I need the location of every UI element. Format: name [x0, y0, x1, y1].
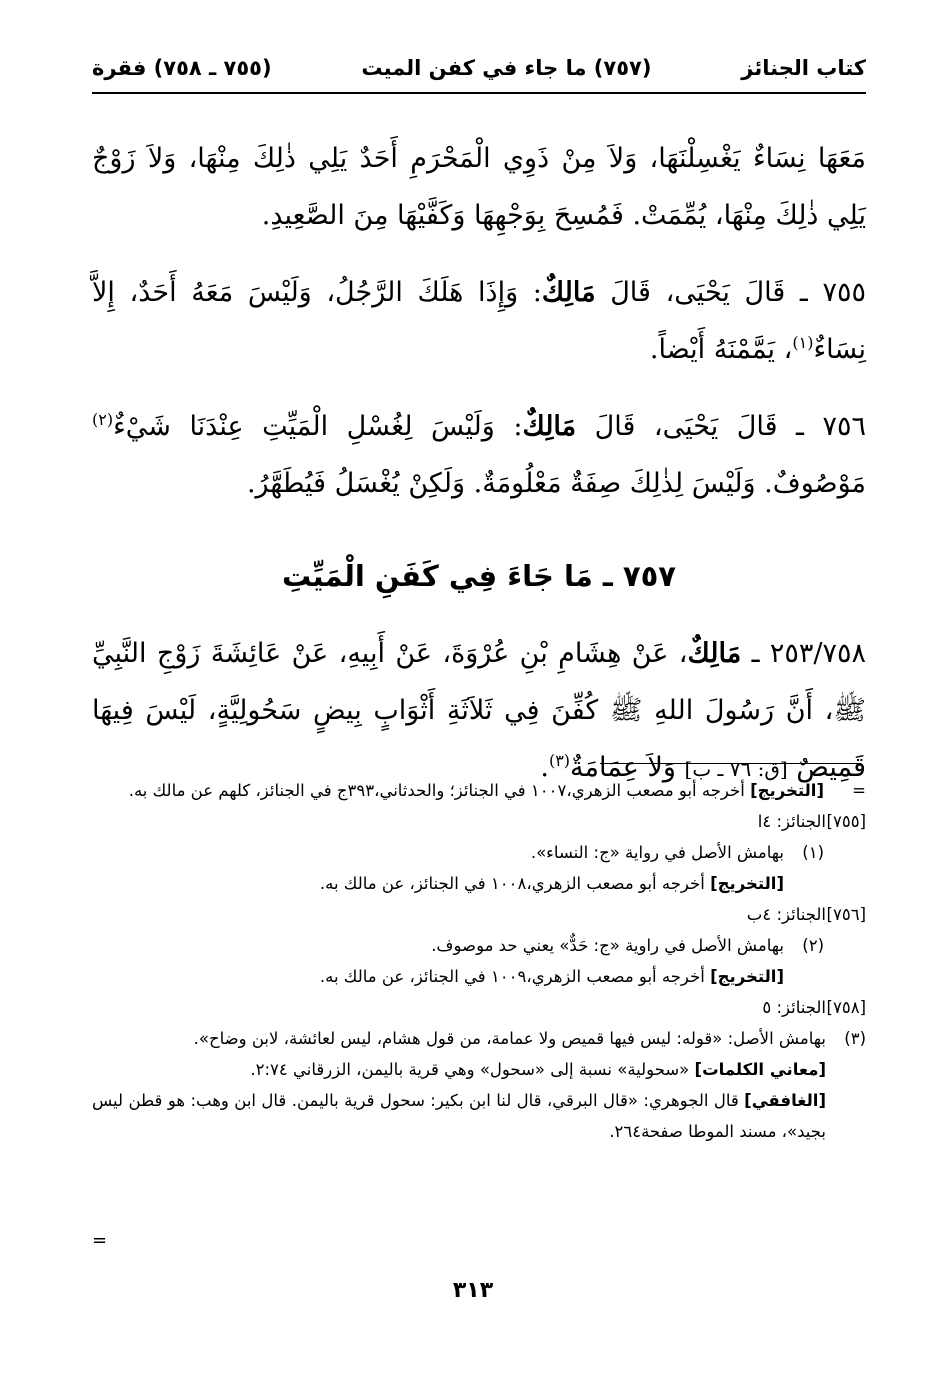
paragraph-line: مَعَهَا نِسَاءٌ يَغْسِلْنَهَا، وَلاَ مِنْ ذَوِي الْمَحْرَمِ أَحَدٌ يَلِي ذٰلِكَ مِنْهَا، وَلاَ زَوْجٌ	[92, 143, 866, 174]
narrator-name: مَالِكٌ	[522, 411, 577, 442]
footnote-ref: (٣)	[548, 751, 571, 770]
paragraph-text: : وَإِذَا هَلَكَ الرَّجُلُ، وَلَيْسَ مَعَهُ أَحَدٌ، إِلاَّ نِسَاءٌ	[92, 277, 866, 365]
ghafiqi-label: [الغافقي]	[744, 1091, 826, 1110]
footnote-number: (٣)	[844, 1029, 866, 1048]
footnote-number: (٢)	[802, 936, 824, 955]
main-text	[92, 130, 866, 806]
footnote-ref: (٢)	[92, 410, 114, 429]
paragraph-758	[92, 625, 866, 798]
footnote-ref-755	[92, 806, 866, 837]
paragraph-text: ـ قَالَ يَحْيَى، قَالَ	[594, 411, 804, 442]
paragraph-756	[92, 398, 866, 512]
maani-label: [معاني الكلمات]	[694, 1060, 826, 1079]
paragraph-ref: [٧٥٦]	[826, 905, 866, 924]
takhrij-label: [التخريج]	[750, 781, 824, 800]
takhrij-label: [التخريج]	[710, 874, 784, 893]
footnote-3-ghafiqi	[92, 1085, 866, 1147]
paragraph-end: .	[540, 752, 549, 783]
paragraph-text: مَوْصُوفٌ. وَلَيْسَ لِذٰلِكَ صِفَةٌ مَعْلُومَةٌ. وَلَكِنْ يُغْسَلُ فَيُطَهَّرُ.	[246, 468, 866, 499]
footnote-text: أخرجه أبو مصعب الزهري،١٠٠٧ في الجنائز؛ والحدثاني،٣٩٣ج في الجنائز، كلهم عن مالك به.	[128, 781, 745, 800]
paragraph-continued	[92, 130, 866, 244]
paragraph-text: ، عَنْ هِشَامِ بْنِ عُرْوَةَ، عَنْ أَبِيهِ، عَنْ عَائِشَةَ زَوْجِ النَّبِيِّ ﷺ، أَنَّ رَسُولَ اللهِ ﷺ كُفِّنَ فِي ثَلاَثَةِ أَثْوَابٍ بِيضٍ سَحُولِيَّةٍ، لَيْسَ فِيهَا قَمِيصٌ	[92, 638, 866, 783]
header-paragraph-range: (٧٥٥ ـ ٧٥٨) فقرة	[92, 56, 272, 80]
header-book-title: كتاب الجنائز	[741, 56, 866, 80]
paragraph-ref: [٧٥٥]	[826, 812, 866, 831]
paragraph-number: ٢٥٣/٧٥٨	[769, 638, 867, 669]
paragraph-text: ، يَمَّمْنَهُ أَيْضاً.	[649, 334, 793, 365]
footnote-text: قال الجوهري: «قال البرقي، قال لنا ابن بكير: سحول قرية باليمن. قال ابن وهب: هو قطن ليس بجيد»، مسند الموطا صفحة٢٦٤.	[92, 1091, 826, 1141]
footnote-text: «سحولية» نسبة إلى «سحول» وهي قرية باليمن، الزرقاني ٢:٧٤.	[250, 1060, 690, 1079]
footnote-text: أخرجه أبو مصعب الزهري،١٠٠٨ في الجنائز، عن مالك به.	[319, 874, 705, 893]
footnote-text: بهامش الأصل في رواية «ج: النساء».	[530, 843, 784, 862]
footnote-text: الجنائز: ٥	[762, 998, 826, 1017]
footnote-rule	[600, 763, 860, 764]
header-rule	[92, 92, 866, 94]
manuscript-ref: [ق: ٧٦ ـ ب]	[684, 757, 788, 781]
narrator-name: مَالِكٌ	[687, 638, 742, 669]
narrator-name: مَالِكٌ	[541, 277, 596, 308]
footnote-continuation	[92, 775, 866, 806]
footnote-text: أخرجه أبو مصعب الزهري،١٠٠٩ في الجنائز، عن مالك به.	[319, 967, 705, 986]
footnote-1-takhrij	[92, 868, 866, 899]
paragraph-number: ٧٥٥	[822, 277, 867, 308]
header-chapter-title: (٧٥٧) ما جاء في كفن الميت	[361, 56, 652, 80]
continuation-mark: =	[852, 781, 866, 800]
paragraph-number: ٧٥٦	[822, 411, 866, 442]
footnote-ref: (١)	[792, 333, 814, 352]
footnote-text: بهامش الأصل: «قوله: ليس فيها قميص ولا عمامة، من قول هشام، ليس لعائشة، لابن وضاح».	[193, 1029, 826, 1048]
page-number: ٣١٣	[452, 1278, 494, 1303]
paragraph-ref: [٧٥٨]	[826, 998, 866, 1017]
footnote-text: الجنائز: ٤ب	[746, 905, 826, 924]
takhrij-label: [التخريج]	[710, 967, 784, 986]
footnote-1	[92, 837, 866, 868]
paragraph-755	[92, 264, 866, 378]
footnote-ref-758	[92, 992, 866, 1023]
footnote-2-takhrij	[92, 961, 866, 992]
paragraph-line: يَلِي ذٰلِكَ مِنْهَا، يُمِّمَتْ. فَمُسِحَ بِوَجْهِهَا وَكَفَّيْهَا مِنَ الصَّعِيدِ.	[261, 200, 866, 231]
running-header	[92, 48, 866, 88]
footnote-3	[92, 1023, 866, 1054]
paragraph-dash: ـ	[751, 638, 760, 669]
footnote-ref-756	[92, 899, 866, 930]
footnote-text: الجنائز: ٤ا	[757, 812, 826, 831]
paragraph-text: ـ قَالَ يَحْيَى، قَالَ	[610, 277, 808, 308]
footnote-text: بهامش الأصل في راوية «ج: حَدٌّ» يعني حد موصوف.	[431, 936, 784, 955]
footnote-number: (١)	[802, 843, 824, 862]
paragraph-text: : وَلَيْسَ لِغُسْلِ الْمَيِّتِ عِنْدَنَا شَيْءٌ	[113, 411, 523, 442]
footnotes	[92, 775, 866, 1147]
footnote-2	[92, 930, 866, 961]
paragraph-text: وَلاَ عِمَامَةٌ	[570, 752, 676, 783]
continuation-mark-end: =	[92, 1230, 108, 1251]
footnote-3-maani	[92, 1054, 866, 1085]
section-title: ٧٥٧ ـ مَا جَاءَ فِي كَفَنِ الْمَيِّتِ	[281, 559, 677, 593]
